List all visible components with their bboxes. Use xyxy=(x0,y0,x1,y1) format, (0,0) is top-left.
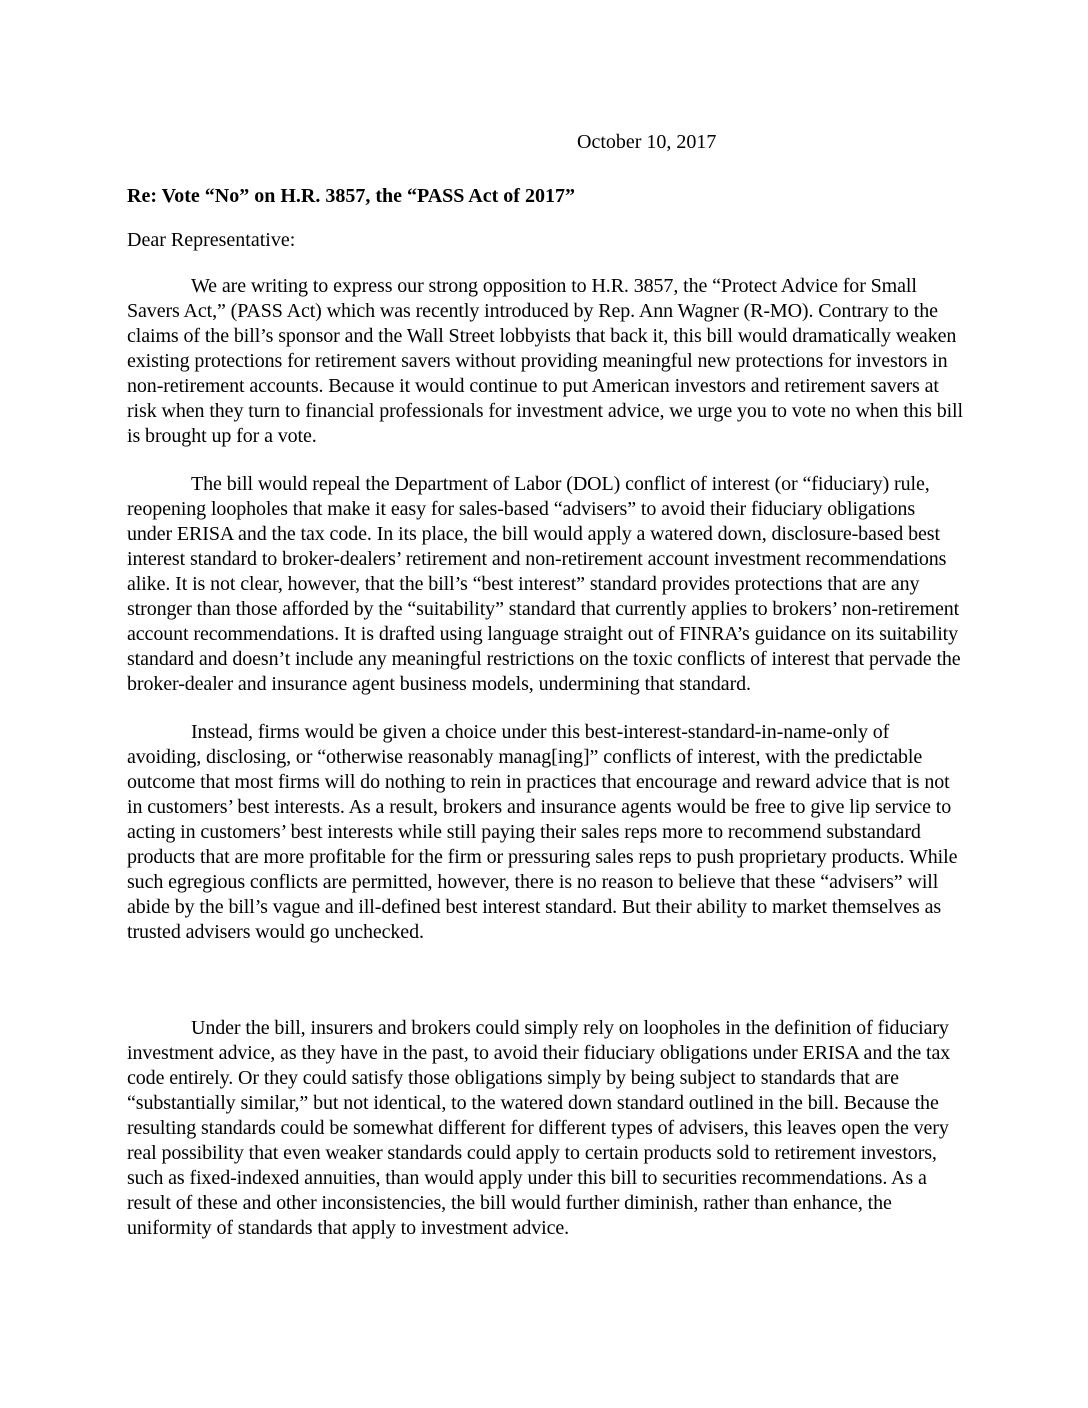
body-paragraph-2: The bill would repeal the Department of Labor (DOL) conflict of interest (or “fiduciary) rule, reopening loopholes that make it easy for sales-based “advisers” to avoid their fiduciary obligations under ERISA and the tax code. In its place, the bill would apply a watered down, disclosure-based best interest standard to broker-dealers’ retirement and non-retirement account investment recommendations alike. It is not clear, however, that the bill’s “best interest” standard provides protections that are any stronger than those afforded by the “suitability” standard that currently applies to brokers’ non-retirement account recommendations. It is drafted using language straight out of FINRA’s guidance on its suitability standard and doesn’t include any meaningful restrictions on the toxic conflicts of interest that pervade the broker-dealer and insurance agent business models, undermining that standard. xyxy=(127,473,961,695)
letter-date: October 10, 2017 xyxy=(577,131,717,153)
letter-subject: Re: Vote “No” on H.R. 3857, the “PASS Act of 2017” xyxy=(127,185,575,207)
body-paragraph-3: Instead, firms would be given a choice under this best-interest-standard-in-name-only of avoiding, disclosing, or “otherwise reasonably manag[ing]” conflicts of interest, with the predictable outcome that most firms will do nothing to rein in practices that encourage and reward advice that is not in customers’ best interests. As a result, brokers and insurance agents would be free to give lip service to acting in customers’ best interests while still paying their sales reps more to recommend substandard products that are more profitable for the firm or pressuring sales reps to push proprietary products. While such egregious conflicts are permitted, however, there is no reason to believe that these “advisers” will abide by the bill’s vague and ill-defined best interest standard. But their ability to market themselves as trusted advisers would go unchecked. xyxy=(127,721,958,943)
letter-salutation: Dear Representative: xyxy=(127,229,296,251)
body-paragraph-1: We are writing to express our strong opposition to H.R. 3857, the “Protect Advice for Small Savers Act,” (PASS Act) which was recently introduced by Rep. Ann Wagner (R-MO). Contrary to the claims of the bill’s sponsor and the Wall Street lobbyists that back it, this bill would dramatically weaken existing protections for retirement savers without providing meaningful new protections for investors in non-retirement accounts. Because it would continue to put American investors and retirement savers at risk when they turn to financial professionals for investment advice, we urge you to vote no when this bill is brought up for a vote. xyxy=(127,275,963,447)
body-paragraph-4: Under the bill, insurers and brokers could simply rely on loopholes in the definition of fiduciary investment advice, as they have in the past, to avoid their fiduciary obligations under ERISA and the tax code entirely. Or they could satisfy those obligations simply by being subject to standards that are “substantially similar,” but not identical, to the watered down standard outlined in the bill. Because the resulting standards could be somewhat different for different types of advisers, this leaves open the very real possibility that even weaker standards could apply to certain products sold to retirement investors, such as fixed-indexed annuities, than would apply under this bill to securities recommendations. As a result of these and other inconsistencies, the bill would further diminish, rather than enhance, the uniformity of standards that apply to investment advice. xyxy=(127,1017,951,1239)
